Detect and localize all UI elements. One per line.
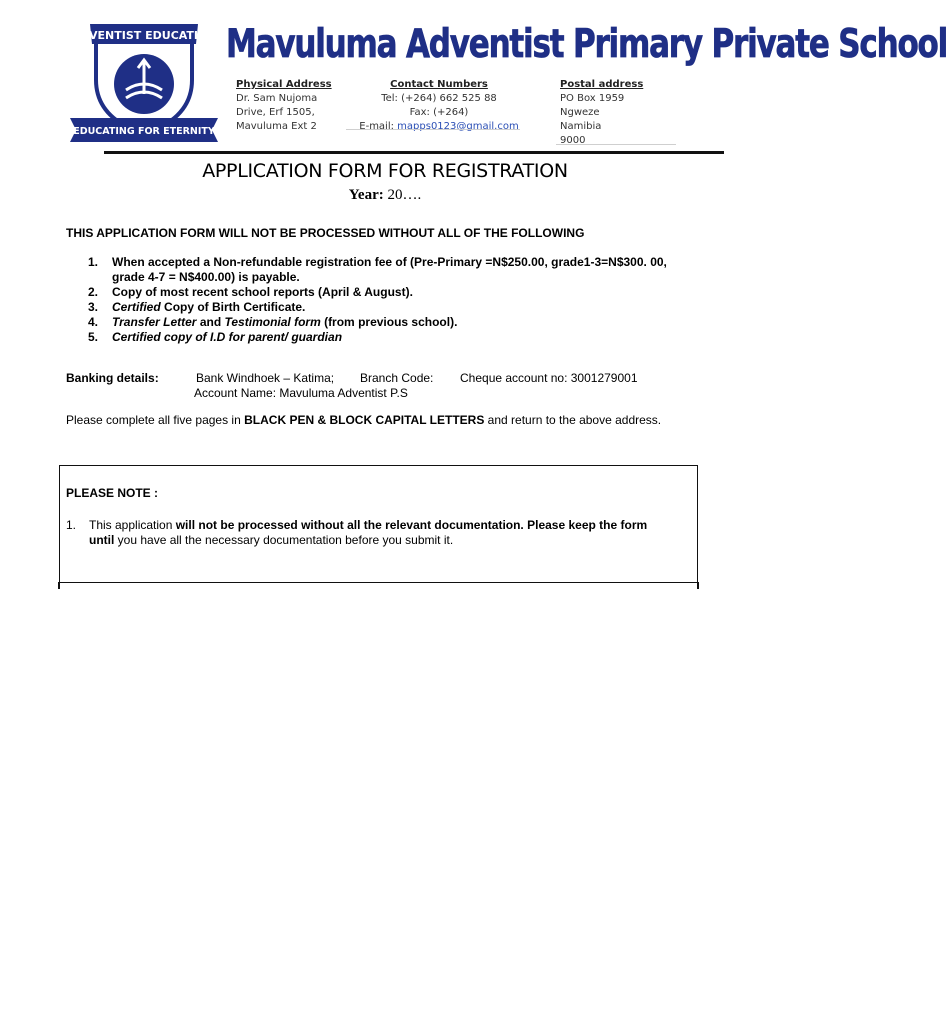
requirement-text: and — [196, 315, 225, 329]
year-line — [0, 187, 770, 204]
note-item — [66, 518, 686, 548]
email-label: E-mail: — [359, 121, 398, 132]
header-divider — [104, 151, 724, 154]
instruction-text: Please complete all five pages in — [66, 413, 245, 427]
note-text-bold: will not be processed without all the relevant documentation. Please keep the form — [175, 518, 648, 532]
fax: Fax: (+264) — [409, 107, 469, 118]
physical-address — [236, 78, 332, 134]
physical-address-line: Mavuluma Ext 2 — [236, 121, 317, 132]
requirement-text: Copy of most recent school reports (April & August). — [112, 285, 413, 299]
instruction-emphasis: BLACK PEN & BLOCK CAPITAL LETTERS — [244, 413, 485, 427]
box-corner-mark — [697, 582, 699, 589]
cheque-account: Cheque account no: 3001279001 — [460, 371, 638, 385]
requirement-emphasis: Testimonial form — [224, 315, 321, 329]
list-number: 3. — [88, 300, 99, 314]
requirements-list — [88, 255, 728, 345]
letterhead — [66, 18, 947, 146]
list-number: 2. — [88, 285, 99, 299]
list-item — [88, 315, 728, 330]
physical-address-line: Dr. Sam Nujoma — [236, 93, 318, 104]
postal-underline — [556, 144, 676, 145]
account-name: Account Name: Mavuluma Adventist P.S — [194, 386, 408, 400]
list-number: 1. — [88, 255, 99, 269]
note-number: 1. — [66, 518, 77, 532]
postal-address — [560, 78, 643, 148]
requirement-text: (from previous school). — [320, 315, 458, 329]
school-name: Mavuluma Adventist Primary Private School — [226, 22, 947, 67]
box-corner-mark — [58, 582, 60, 589]
instruction-text: and return to the above address. — [484, 413, 662, 427]
list-number: 5. — [88, 330, 99, 344]
postal-address-line: PO Box 1959 — [560, 93, 625, 104]
note-text-bold: until — [89, 533, 115, 547]
svg-text:EDUCATING FOR ETERNITY: EDUCATING FOR ETERNITY — [73, 126, 215, 137]
postal-address-line: 9000 — [560, 135, 586, 146]
contact-numbers-heading: Contact Numbers — [390, 79, 488, 90]
note-text-plain: This application — [89, 518, 176, 532]
physical-address-line: Drive, Erf 1505, — [236, 107, 315, 118]
requirement-emphasis: Certified — [112, 300, 161, 314]
postal-address-heading: Postal address — [560, 79, 644, 90]
processing-warning: THIS APPLICATION FORM WILL NOT BE PROCESSED WITHOUT ALL OF THE FOLLOWING — [66, 226, 585, 240]
note-text-plain: you have all the necessary documentation before you submit it. — [114, 533, 454, 547]
adventist-education-logo — [66, 18, 222, 144]
contact-numbers — [354, 78, 524, 134]
form-title: APPLICATION FORM FOR REGISTRATION — [202, 160, 568, 182]
list-item — [88, 330, 728, 345]
bank-name: Bank Windhoek – Katima; — [196, 371, 335, 385]
postal-address-line: Ngweze — [560, 107, 600, 118]
requirement-text: Copy of Birth Certificate. — [160, 300, 306, 314]
please-note-box — [59, 465, 698, 583]
note-text — [66, 518, 686, 548]
requirement-text: grade 4-7 = N$400.00) is payable. — [112, 270, 300, 284]
banking-details-label: Banking details: — [66, 371, 159, 385]
contact-underline — [346, 129, 520, 130]
list-item — [88, 255, 728, 285]
year-label: Year: — [348, 187, 384, 203]
telephone: Tel: (+264) 662 525 88 — [381, 93, 497, 104]
postal-address-line: Namibia — [560, 121, 602, 132]
list-item — [88, 285, 728, 300]
year-value: 20…. — [383, 187, 422, 203]
email-line — [354, 120, 524, 134]
requirement-emphasis: Certified copy of I.D for parent/ guardian — [112, 330, 343, 344]
svg-text:ADVENTIST EDUCATION: ADVENTIST EDUCATION — [71, 29, 217, 42]
physical-address-heading: Physical Address — [236, 79, 332, 90]
completion-instruction — [66, 413, 661, 427]
email-link[interactable]: mapps0123@gmail.com — [397, 121, 519, 132]
list-number: 4. — [88, 315, 99, 329]
list-item — [88, 300, 728, 315]
requirement-emphasis: Transfer Letter — [112, 315, 197, 329]
note-title: PLEASE NOTE : — [66, 486, 159, 500]
branch-code: Branch Code: — [360, 371, 434, 385]
requirement-text: When accepted a Non-refundable registration fee of (Pre-Primary =N$250.00, grade1-3=N$300. 00, — [112, 255, 667, 269]
